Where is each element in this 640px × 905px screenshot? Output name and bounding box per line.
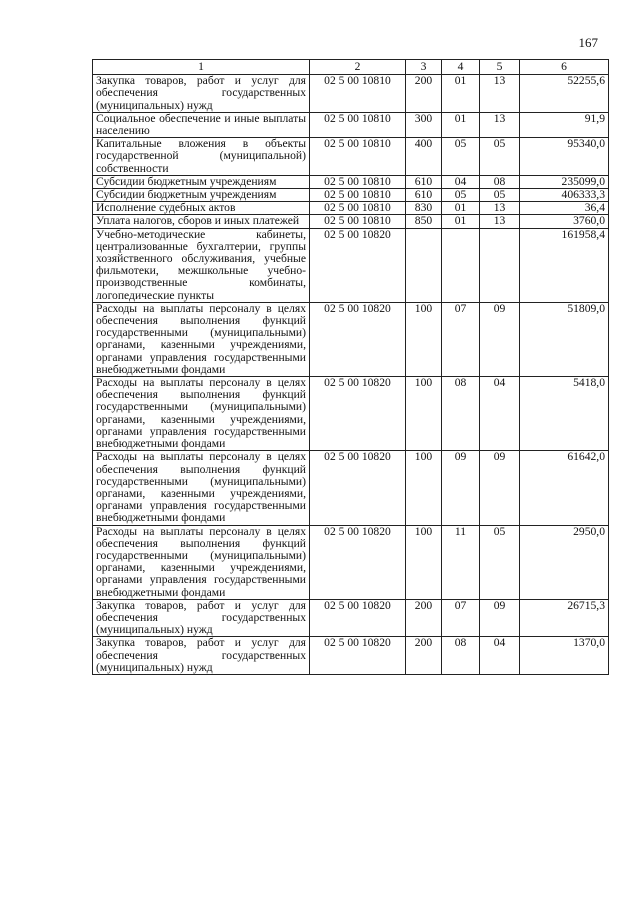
table-body <box>93 75 609 675</box>
row-expense-type-cell: 830 <box>406 202 442 215</box>
page-number: 167 <box>578 35 598 50</box>
row-expense-type-cell: 200 <box>406 637 442 675</box>
row-expense-type-cell: 610 <box>406 189 442 202</box>
row-expense-type-cell: 300 <box>406 112 442 137</box>
row-expense-type-cell: 100 <box>406 451 442 525</box>
row-amount-cell: 161958,4 <box>520 228 609 302</box>
row-amount-cell: 51809,0 <box>520 302 609 376</box>
row-subsection-cell: 13 <box>480 202 520 215</box>
row-expense-type-cell: 850 <box>406 215 442 228</box>
row-subsection-cell: 05 <box>480 138 520 176</box>
row-section-cell: 04 <box>442 175 480 188</box>
row-amount-cell: 406333,3 <box>520 189 609 202</box>
row-subsection-cell <box>480 228 520 302</box>
row-subsection-cell: 09 <box>480 451 520 525</box>
row-name-cell: Расходы на выплаты персоналу в целях обеспечения выполнения функций государственными (муниципальными) органами, казенными учреждениями, органами управления государственными внебюджетными фондами <box>93 451 310 525</box>
row-amount-cell: 61642,0 <box>520 451 609 525</box>
row-section-cell: 09 <box>442 451 480 525</box>
row-section-cell: 08 <box>442 637 480 675</box>
row-code-cell: 02 5 00 10820 <box>310 599 406 637</box>
row-amount-cell: 91,9 <box>520 112 609 137</box>
row-amount-cell: 5418,0 <box>520 377 609 451</box>
row-amount-cell: 52255,6 <box>520 75 609 113</box>
row-expense-type-cell: 100 <box>406 525 442 599</box>
row-section-cell: 05 <box>442 189 480 202</box>
row-section-cell: 01 <box>442 112 480 137</box>
column-header: 1 <box>93 60 310 75</box>
column-header: 6 <box>520 60 609 75</box>
row-subsection-cell: 05 <box>480 189 520 202</box>
table-row <box>93 228 609 302</box>
table-row <box>93 138 609 176</box>
row-expense-type-cell <box>406 228 442 302</box>
row-subsection-cell: 13 <box>480 75 520 113</box>
row-code-cell: 02 5 00 10810 <box>310 175 406 188</box>
row-name-cell: Субсидии бюджетным учреждениям <box>93 189 310 202</box>
table-row <box>93 451 609 525</box>
row-code-cell: 02 5 00 10820 <box>310 451 406 525</box>
column-header: 4 <box>442 60 480 75</box>
row-subsection-cell: 04 <box>480 637 520 675</box>
row-section-cell: 07 <box>442 302 480 376</box>
row-section-cell <box>442 228 480 302</box>
row-section-cell: 01 <box>442 215 480 228</box>
column-header: 2 <box>310 60 406 75</box>
row-amount-cell: 1370,0 <box>520 637 609 675</box>
row-subsection-cell: 09 <box>480 599 520 637</box>
row-name-cell: Субсидии бюджетным учреждениям <box>93 175 310 188</box>
row-section-cell: 01 <box>442 75 480 113</box>
row-subsection-cell: 13 <box>480 112 520 137</box>
table-row <box>93 202 609 215</box>
row-name-cell: Учебно-методические кабинеты, централизованные бухгалтерии, группы хозяйственного обслуживания, учебные фильмотеки, межшкольные учебно-производственные комбинаты, логопедические пункты <box>93 228 310 302</box>
row-code-cell: 02 5 00 10810 <box>310 215 406 228</box>
row-expense-type-cell: 100 <box>406 302 442 376</box>
column-header-row <box>93 60 609 75</box>
row-name-cell: Расходы на выплаты персоналу в целях обеспечения выполнения функций государственными (муниципальными) органами, казенными учреждениями, органами управления государственными внебюджетными фондами <box>93 377 310 451</box>
row-section-cell: 01 <box>442 202 480 215</box>
row-amount-cell: 3760,0 <box>520 215 609 228</box>
table-row <box>93 302 609 376</box>
row-name-cell: Социальное обеспечение и иные выплаты населению <box>93 112 310 137</box>
row-expense-type-cell: 610 <box>406 175 442 188</box>
row-name-cell: Расходы на выплаты персоналу в целях обеспечения выполнения функций государственными (муниципальными) органами, казенными учреждениями, органами управления государственными внебюджетными фондами <box>93 525 310 599</box>
row-code-cell: 02 5 00 10820 <box>310 525 406 599</box>
row-code-cell: 02 5 00 10810 <box>310 202 406 215</box>
table-row <box>93 525 609 599</box>
row-name-cell: Закупка товаров, работ и услуг для обеспечения государственных (муниципальных) нужд <box>93 637 310 675</box>
row-expense-type-cell: 100 <box>406 377 442 451</box>
row-code-cell: 02 5 00 10810 <box>310 138 406 176</box>
row-name-cell: Расходы на выплаты персоналу в целях обеспечения выполнения функций государственными (муниципальными) органами, казенными учреждениями, органами управления государственными внебюджетными фондами <box>93 302 310 376</box>
row-amount-cell: 26715,3 <box>520 599 609 637</box>
row-name-cell: Исполнение судебных актов <box>93 202 310 215</box>
row-amount-cell: 2950,0 <box>520 525 609 599</box>
table-row <box>93 215 609 228</box>
row-subsection-cell: 08 <box>480 175 520 188</box>
table-row <box>93 112 609 137</box>
table-row <box>93 637 609 675</box>
row-section-cell: 11 <box>442 525 480 599</box>
row-section-cell: 07 <box>442 599 480 637</box>
row-code-cell: 02 5 00 10810 <box>310 75 406 113</box>
row-amount-cell: 235099,0 <box>520 175 609 188</box>
row-code-cell: 02 5 00 10810 <box>310 189 406 202</box>
row-amount-cell: 95340,0 <box>520 138 609 176</box>
row-code-cell: 02 5 00 10820 <box>310 637 406 675</box>
row-subsection-cell: 04 <box>480 377 520 451</box>
row-code-cell: 02 5 00 10820 <box>310 228 406 302</box>
row-expense-type-cell: 200 <box>406 599 442 637</box>
row-expense-type-cell: 200 <box>406 75 442 113</box>
table-row <box>93 377 609 451</box>
row-name-cell: Капитальные вложения в объекты государственной (муниципальной) собственности <box>93 138 310 176</box>
column-header: 5 <box>480 60 520 75</box>
row-name-cell: Закупка товаров, работ и услуг для обеспечения государственных (муниципальных) нужд <box>93 75 310 113</box>
row-subsection-cell: 05 <box>480 525 520 599</box>
row-subsection-cell: 09 <box>480 302 520 376</box>
table-row <box>93 175 609 188</box>
table-row <box>93 189 609 202</box>
row-amount-cell: 36,4 <box>520 202 609 215</box>
column-header: 3 <box>406 60 442 75</box>
row-subsection-cell: 13 <box>480 215 520 228</box>
row-code-cell: 02 5 00 10820 <box>310 302 406 376</box>
row-code-cell: 02 5 00 10820 <box>310 377 406 451</box>
row-expense-type-cell: 400 <box>406 138 442 176</box>
table-row <box>93 599 609 637</box>
row-section-cell: 08 <box>442 377 480 451</box>
row-section-cell: 05 <box>442 138 480 176</box>
row-code-cell: 02 5 00 10810 <box>310 112 406 137</box>
row-name-cell: Уплата налогов, сборов и иных платежей <box>93 215 310 228</box>
row-name-cell: Закупка товаров, работ и услуг для обеспечения государственных (муниципальных) нужд <box>93 599 310 637</box>
budget-table <box>92 59 609 675</box>
table-row <box>93 75 609 113</box>
